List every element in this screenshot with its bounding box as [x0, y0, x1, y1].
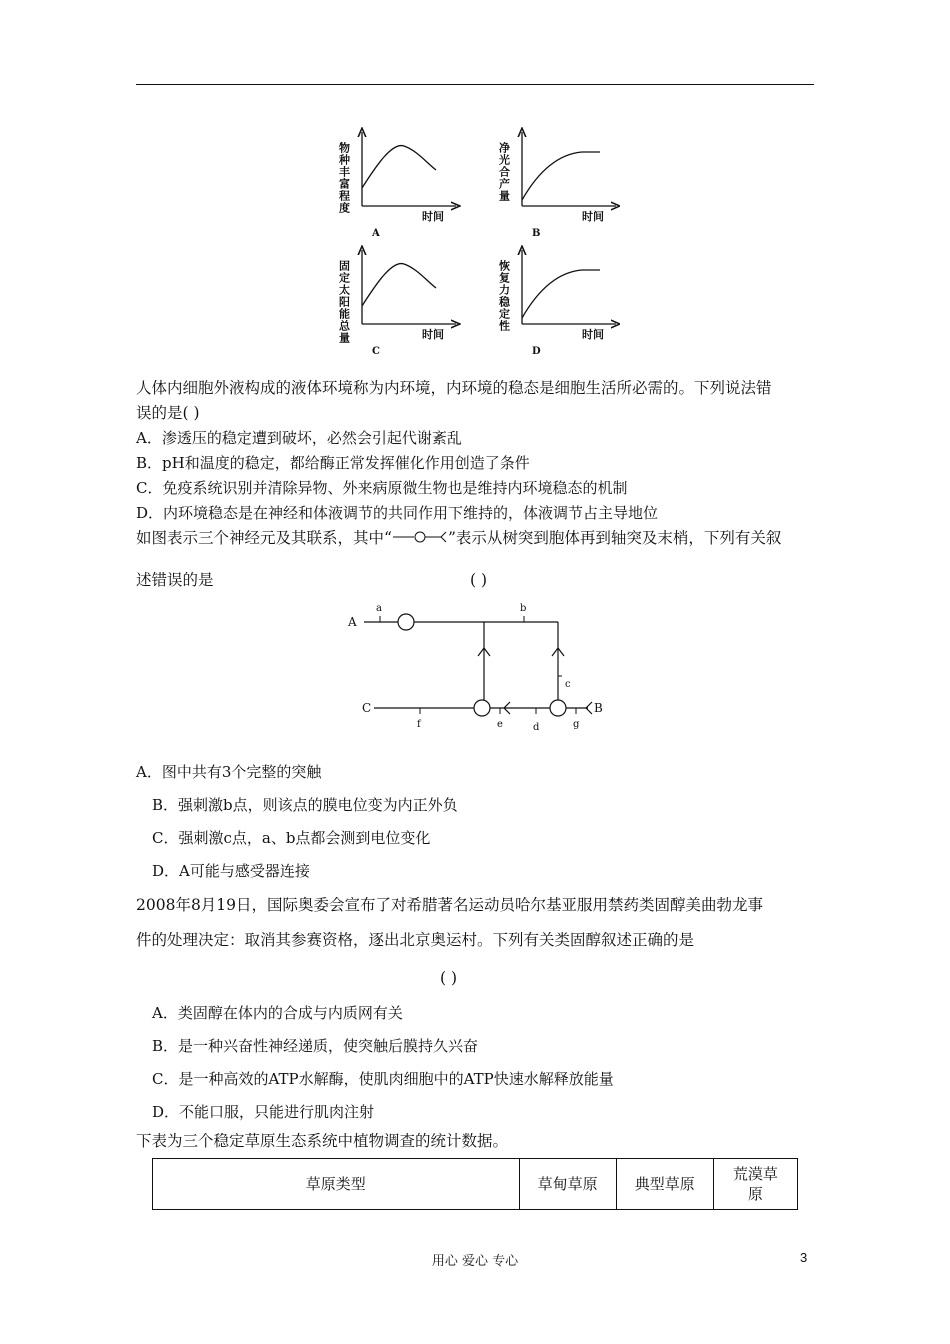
label-g: g: [573, 719, 580, 730]
q2-option-b: B．强刺激b点，则该点的膜电位变为内正外负: [152, 796, 458, 814]
q2-stem-after: ”表示从树突到胞体再到轴突及末梢，下列有关叙: [447, 529, 782, 547]
label-A: A: [348, 615, 357, 629]
label-C: C: [362, 701, 372, 715]
label-b: b: [520, 603, 527, 614]
q1-stem-line1: 人体内细胞外液构成的液体环境称为内环境，内环境的稳态是细胞生活所必需的。下列说法错: [136, 379, 772, 397]
label-d: d: [533, 722, 540, 733]
graph-B-ylabel: 净光合产量: [497, 142, 511, 202]
footer-motto: 用心 爱心 专心: [431, 1254, 519, 1269]
q3-option-c: C．是一种高效的ATP水解酶，使肌肉细胞中的ATP快速水解释放能量: [152, 1070, 614, 1088]
q1-stem-line2: 误的是( ): [136, 404, 200, 422]
q3-option-b: B．是一种兴奋性神经递质，使突触后膜持久兴奋: [152, 1037, 479, 1055]
grassland-table: [152, 1158, 798, 1210]
label-f: f: [417, 719, 421, 730]
header-cell-desert: [713, 1159, 797, 1210]
graph-C-ylabel: 固定太阳能总量: [337, 260, 351, 344]
q3-answer-paren: ( ): [440, 969, 458, 987]
graph-B-xlabel: 时间: [582, 210, 604, 223]
neuron-diagram: [340, 596, 620, 738]
q1-option-b: B．pH和温度的稳定，都给酶正常发挥催化作用创造了条件: [136, 454, 530, 472]
graph-C-xlabel: 时间: [422, 328, 444, 341]
graph-A-curve: [362, 146, 436, 188]
neuron-b-body: [550, 700, 566, 716]
table-row: [153, 1159, 798, 1210]
q1-option-a: A．渗透压的稳定遭到破坏，必然会引起代谢紊乱: [136, 429, 462, 447]
header-rule: [136, 84, 814, 85]
q2-stem-line2: 述错误的是: [136, 571, 214, 589]
neuron-c-body: [474, 700, 490, 716]
q4-stem: 下表为三个稳定草原生态系统中植物调查的统计数据。: [136, 1132, 509, 1150]
q3-option-d: D．不能口服，只能进行肌肉注射: [152, 1103, 375, 1121]
q1-option-d: D．内环境稳态是在神经和体液调节的共同作用下维持的，体液调节占主导地位: [136, 504, 659, 522]
graph-A-letter: A: [372, 228, 380, 239]
graph-D-curve: [522, 270, 600, 318]
graph-B-curve: [522, 152, 600, 200]
q3-stem-line1: 2008年8月19日，国际奥委会宣布了对希腊著名运动员哈尔基亚服用禁药类固醇美曲勃龙事: [136, 896, 764, 914]
graph-D-xlabel: 时间: [582, 328, 604, 341]
q2-option-a: A．图中共有3个完整的突触: [136, 763, 322, 781]
header-cell-meadow: 草甸草原: [519, 1159, 616, 1210]
label-a: a: [376, 603, 382, 614]
q2-stem-before: 如图表示三个神经元及其联系，其中“: [136, 529, 392, 547]
header-cell-desert-text: 荒漠草原: [732, 1165, 778, 1203]
header-cell-typical: 典型草原: [616, 1159, 713, 1210]
graph-A-ylabel: 物种丰富程度: [337, 142, 351, 214]
neuron-symbol-icon: [392, 530, 448, 544]
q3-stem-line2: 件的处理决定：取消其参赛资格，逐出北京奥运村。下列有关类固醇叙述正确的是: [136, 931, 695, 949]
header-cell-type: 草原类型: [153, 1159, 520, 1210]
graph-D-letter: D: [532, 346, 541, 357]
q2-option-c: C．强刺激c点，a、b点都会测到电位变化: [152, 829, 431, 847]
graph-D-ylabel: 恢复力稳定性: [497, 260, 511, 332]
q3-option-a: A．类固醇在体内的合成与内质网有关: [152, 1004, 403, 1022]
page-number: 3: [800, 1250, 808, 1265]
graph-C-letter: C: [372, 346, 380, 357]
graphs-figure: [330, 122, 620, 362]
q2-option-d: D．A可能与感受器连接: [152, 862, 310, 880]
q1-option-c: C．免疫系统识别并清除异物、外来病原微生物也是维持内环境稳态的机制: [136, 479, 628, 497]
graph-B-letter: B: [532, 228, 541, 239]
q2-stem-line1: [136, 528, 781, 548]
q2-answer-paren: ( ): [470, 571, 488, 589]
label-e: e: [497, 719, 503, 730]
graph-A-xlabel: 时间: [422, 210, 444, 223]
graph-C-curve: [362, 264, 436, 306]
label-B: B: [594, 701, 603, 715]
neuron-a-body: [398, 614, 414, 630]
label-c: c: [565, 679, 571, 690]
